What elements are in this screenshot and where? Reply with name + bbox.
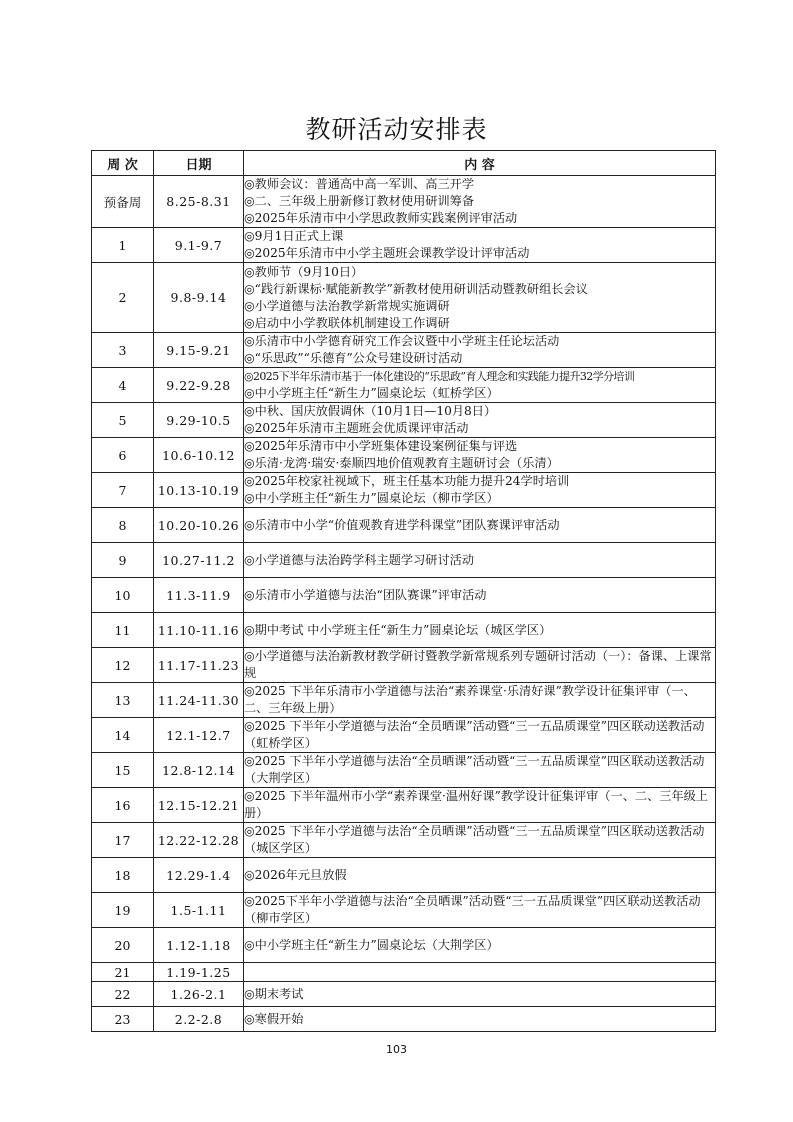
table-row	[92, 928, 716, 963]
table-row	[92, 753, 716, 788]
header-date: 日期	[154, 151, 244, 176]
cell-week: 6	[92, 438, 154, 473]
cell-content	[244, 543, 716, 578]
cell-week: 19	[92, 893, 154, 928]
cell-content	[244, 438, 716, 473]
table-row	[92, 578, 716, 613]
cell-week: 10	[92, 578, 154, 613]
table-row	[92, 858, 716, 893]
cell-week: 1	[92, 228, 154, 263]
cell-content	[244, 928, 716, 963]
cell-content	[244, 228, 716, 263]
content-item: ◎9月1日正式上课	[244, 229, 344, 243]
cell-week: 预备周	[92, 176, 154, 228]
cell-date: 9.8-9.14	[154, 263, 244, 333]
header-content: 内 容	[244, 151, 716, 176]
content-item: ◎中小学班主任“新生力”圆桌论坛（大荆学区）	[244, 937, 499, 952]
cell-date: 9.1-9.7	[154, 228, 244, 263]
header-week: 周 次	[92, 151, 154, 176]
cell-week: 15	[92, 753, 154, 788]
cell-week: 9	[92, 543, 154, 578]
content-item: ◎2025 下半年小学道德与法治“全员晒课”活动暨“三一五品质课堂”四区联动送教活动（大荆学区）	[244, 754, 705, 785]
table-row	[92, 333, 716, 368]
content-item: ◎教师节（9月10日）	[244, 264, 364, 279]
cell-date: 12.15-12.21	[154, 788, 244, 823]
cell-content	[244, 823, 716, 858]
content-item: ◎中小学班主任“新生力”圆桌论坛（虹桥学区）	[244, 386, 499, 400]
table-row	[92, 473, 716, 508]
content-item: ◎2025下半年乐清市基于一体化建设的“乐思政”育人理念和实践能力提升32学分培训	[244, 370, 635, 383]
table-row	[92, 788, 716, 823]
cell-week: 11	[92, 613, 154, 648]
content-item: ◎2025 下半年小学道德与法治“全员晒课”活动暨“三一五品质课堂”四区联动送教活动（城区学区）	[244, 824, 705, 855]
schedule-body	[92, 176, 716, 1032]
cell-content	[244, 788, 716, 823]
table-row	[92, 683, 716, 718]
cell-date: 1.12-1.18	[154, 928, 244, 963]
cell-date: 1.5-1.11	[154, 893, 244, 928]
cell-week: 22	[92, 982, 154, 1007]
content-item: ◎2025 下半年乐清市小学道德与法治“素养课堂·乐清好课”教学设计征集评审（一、二、三年级上册）	[244, 684, 696, 715]
cell-content	[244, 263, 716, 333]
cell-date: 11.3-11.9	[154, 578, 244, 613]
page-number: 103	[386, 1043, 407, 1056]
content-item: ◎2026年元旦放假	[244, 867, 347, 882]
cell-date: 9.15-9.21	[154, 333, 244, 368]
content-item: ◎期末考试	[244, 986, 304, 1001]
cell-content	[244, 368, 716, 403]
table-row	[92, 263, 716, 333]
cell-date: 10.13-10.19	[154, 473, 244, 508]
cell-week: 5	[92, 403, 154, 438]
content-item: ◎2025年乐清市中小学主题班会课教学设计评审活动	[244, 246, 530, 260]
page-title: 教研活动安排表	[305, 115, 488, 144]
cell-content	[244, 753, 716, 788]
cell-week: 16	[92, 788, 154, 823]
cell-week: 23	[92, 1007, 154, 1032]
table-row	[92, 823, 716, 858]
cell-date: 2.2-2.8	[154, 1007, 244, 1032]
cell-date: 10.27-11.2	[154, 543, 244, 578]
content-item: ◎2025年乐清市中小学思政教师实践案例评审活动	[244, 211, 518, 225]
cell-content	[244, 473, 716, 508]
cell-date: 12.29-1.4	[154, 858, 244, 893]
cell-content	[244, 403, 716, 438]
cell-week: 3	[92, 333, 154, 368]
cell-content	[244, 578, 716, 613]
cell-content	[244, 1007, 716, 1032]
cell-week: 2	[92, 263, 154, 333]
cell-date: 12.22-12.28	[154, 823, 244, 858]
table-row	[92, 613, 716, 648]
table-row	[92, 176, 716, 228]
content-item: ◎2025年乐清市主题班会优质课评审活动	[244, 421, 469, 435]
content-item: ◎乐清市中小学“价值观教育进学科课堂”团队赛课评审活动	[244, 517, 560, 532]
table-row	[92, 403, 716, 438]
content-item: ◎“乐思政”“乐德育”公众号建设研讨活动	[244, 351, 463, 365]
content-item: ◎中小学班主任“新生力”圆桌论坛（柳市学区）	[244, 491, 499, 505]
cell-week: 21	[92, 963, 154, 982]
content-item: ◎小学道德与法治新教材教学研讨暨教学新常规系列专题研讨活动（一）：备课、上课常规	[244, 649, 712, 680]
schedule-table	[91, 150, 716, 1032]
cell-content	[244, 508, 716, 543]
cell-week: 12	[92, 648, 154, 683]
table-row	[92, 508, 716, 543]
content-item: ◎小学道德与法治跨学科主题学习研讨活动	[244, 552, 475, 567]
content-item: ◎2025年校家社视域下，班主任基本功能力提升24学时培训	[244, 474, 570, 488]
content-item: ◎中秋、国庆放假调休（10月1日—10月8日）	[244, 404, 497, 418]
cell-date: 8.25-8.31	[154, 176, 244, 228]
cell-week: 7	[92, 473, 154, 508]
table-row	[92, 963, 716, 982]
content-item: ◎2025年乐清市中小学班集体建设案例征集与评选	[244, 439, 518, 453]
table-row	[92, 982, 716, 1007]
cell-content	[244, 683, 716, 718]
content-item: ◎乐清·龙湾·瑞安·泰顺四地价值观教育主题研讨会（乐清）	[244, 456, 559, 470]
content-item: ◎寒假开始	[244, 1011, 304, 1026]
header-row	[92, 151, 716, 176]
cell-date: 12.8-12.14	[154, 753, 244, 788]
cell-content	[244, 613, 716, 648]
cell-week: 13	[92, 683, 154, 718]
content-item: ◎二、三年级上册新修订教材使用研训筹备	[244, 194, 475, 208]
cell-date: 1.26-2.1	[154, 982, 244, 1007]
content-item: ◎乐清市中小学德育研究工作会议暨中小学班主任论坛活动	[244, 334, 560, 348]
cell-date: 11.24-11.30	[154, 683, 244, 718]
cell-date: 10.20-10.26	[154, 508, 244, 543]
cell-date: 10.6-10.12	[154, 438, 244, 473]
table-row	[92, 438, 716, 473]
table-row	[92, 543, 716, 578]
content-item: ◎小学道德与法治教学新常规实施调研	[244, 298, 450, 313]
cell-week: 17	[92, 823, 154, 858]
content-item: ◎2025 下半年温州市小学“素养课堂·温州好课”教学设计征集评审（一、二、三年级上册）	[244, 789, 709, 820]
cell-week: 4	[92, 368, 154, 403]
cell-date: 9.22-9.28	[154, 368, 244, 403]
cell-content	[244, 982, 716, 1007]
cell-date: 12.1-12.7	[154, 718, 244, 753]
cell-content	[244, 893, 716, 928]
content-item: ◎教师会议：普通高中高一军训、高三开学	[244, 177, 475, 191]
cell-content	[244, 963, 716, 982]
content-item: ◎乐清市小学道德与法治“团队赛课”评审活动	[244, 587, 487, 602]
table-row	[92, 1007, 716, 1032]
content-item: ◎期中考试 中小学班主任“新生力”圆桌论坛（城区学区）	[244, 622, 552, 637]
cell-content	[244, 333, 716, 368]
content-item: ◎启动中小学教联体机制建设工作调研	[244, 315, 450, 330]
cell-week: 18	[92, 858, 154, 893]
table-row	[92, 368, 716, 403]
cell-content	[244, 858, 716, 893]
content-item: ◎“践行新课标·赋能新教学”新教材使用研训活动暨教研组长会议	[244, 281, 588, 296]
content-item: ◎2025 下半年小学道德与法治“全员晒课”活动暨“三一五品质课堂”四区联动送教活动（虹桥学区）	[244, 719, 705, 750]
cell-week: 14	[92, 718, 154, 753]
table-row	[92, 893, 716, 928]
cell-week: 8	[92, 508, 154, 543]
cell-content	[244, 648, 716, 683]
cell-content	[244, 718, 716, 753]
table-row	[92, 228, 716, 263]
cell-date: 11.10-11.16	[154, 613, 244, 648]
cell-date: 1.19-1.25	[154, 963, 244, 982]
cell-week: 20	[92, 928, 154, 963]
content-item: ◎2025下半年小学道德与法治“全员晒课”活动暨“三一五品质课堂”四区联动送教活动（柳市学区）	[244, 894, 701, 925]
cell-date: 11.17-11.23	[154, 648, 244, 683]
table-row	[92, 648, 716, 683]
cell-content	[244, 176, 716, 228]
table-row	[92, 718, 716, 753]
cell-date: 9.29-10.5	[154, 403, 244, 438]
